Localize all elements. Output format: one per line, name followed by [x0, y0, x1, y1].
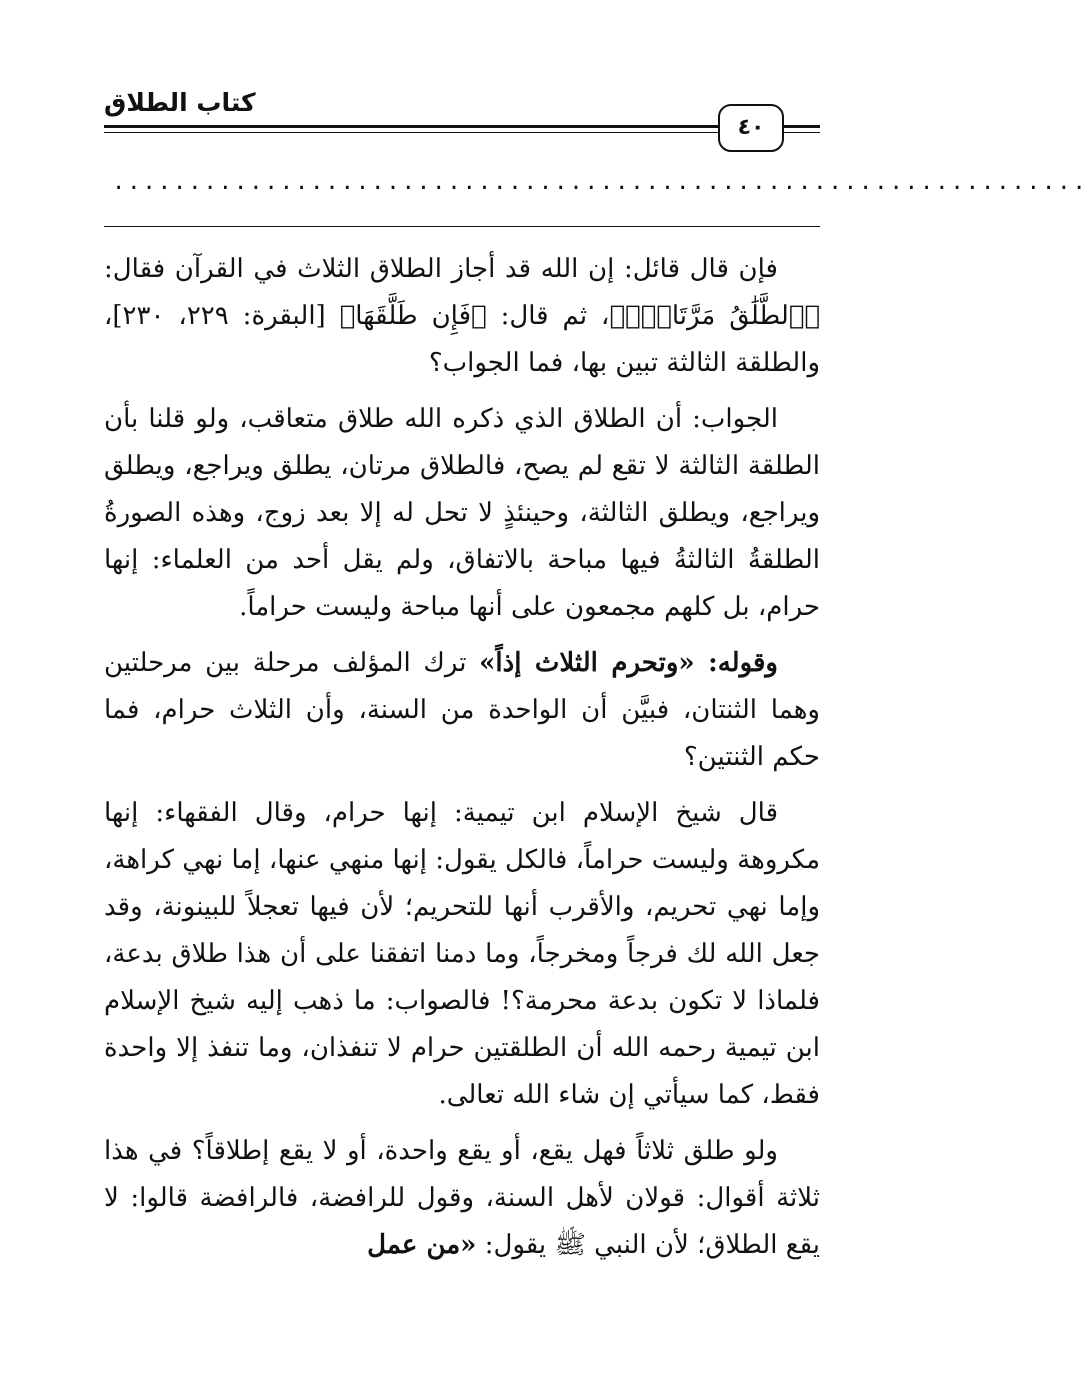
dotted-separator: ................................................................: [112, 170, 1088, 195]
paragraph-commentary-text: ترك المؤلف مرحلة بين مرحلتين وهما الثنتان، فبيَّن أن الواحدة من السنة، وأن الثلاث حرام، فما حكم الثنتين؟: [104, 648, 820, 772]
paragraph-answer: الجواب: أن الطلاق الذي ذكره الله طلاق متعاقب، ولو قلنا بأن الطلقة الثالثة لا تقع لم يصح، فالطلاق مرتان، يطلق ويراجع، ويطلق ويراجع، ويطلق الثالثة، وحينئذٍ لا تحل له إلا بعد زوج، وهذه الصورةُ الطلقةُ الثالثةُ فيها مباحة بالاتفاق، ولم يقل أحد من العلماء: إنها حرام، بل كلهم مجمعون على أنها مباحة وليست حراماً.: [104, 404, 820, 622]
separator-line: [104, 226, 820, 227]
paragraph-commentary: [104, 640, 820, 781]
page-body: [104, 246, 820, 1278]
page-number: ٤٠: [718, 104, 784, 152]
header-rule-thick: [104, 125, 718, 128]
paragraph-question: فإن قال قائل: إن الله قد أجاز الطلاق الثلاث في القرآن فقال: ﴿ٱلطَّلَٰقُ مَرَّتَانِۖ﴾، ثم قال: ﴿فَإِن طَلَّقَهَا﴾ [البقرة: ٢٢٩، ٢٣٠]، والطلقة الثالثة تبين بها، فما الجواب؟: [104, 254, 820, 378]
header-rule-thin: [104, 132, 718, 133]
paragraph-ruling: قال شيخ الإسلام ابن تيمية: إنها حرام، وقال الفقهاء: إنها مكروهة وليست حراماً، فالكل يقول: إنها منهي عنها، إما نهي كراهة، وإما نهي تحريم، والأقرب أنها للتحريم؛ لأن فيها تعجلاً للبينونة، وقد جعل الله لك فرجاً ومخرجاً، وما دمنا اتفقنا على أن هذا طلاق بدعة، فلماذا لا تكون بدعة محرمة؟! فالصواب: ما ذهب إليه شيخ الإسلام ابن تيمية رحمه الله أن الطلقتين حرام لا تنفذان، وما تنفذ إلا واحدة فقط، كما سيأتي إن شاء الله تعالى.: [104, 798, 820, 1110]
page-header: [0, 0, 953, 160]
header-rule-right-thin: [780, 132, 820, 133]
header-rule-right-thick: [780, 125, 820, 128]
paragraph-opinions: [104, 1128, 820, 1269]
hadith-start-bold: «من عمل: [367, 1230, 477, 1260]
quoted-text-bold: وقوله: «وتحرم الثلاث إذاً»: [479, 648, 778, 678]
running-title: كتاب الطلاق: [104, 88, 256, 117]
paragraph-opinions-text: ولو طلق ثلاثاً فهل يقع، أو يقع واحدة، أو لا يقع إطلاقاً؟ في هذا ثلاثة أقوال: قولان لأهل السنة، وقول للرافضة، فالرافضة قالوا: لا يقع الطلاق؛ لأن النبي ﷺ يقول:: [104, 1136, 820, 1260]
